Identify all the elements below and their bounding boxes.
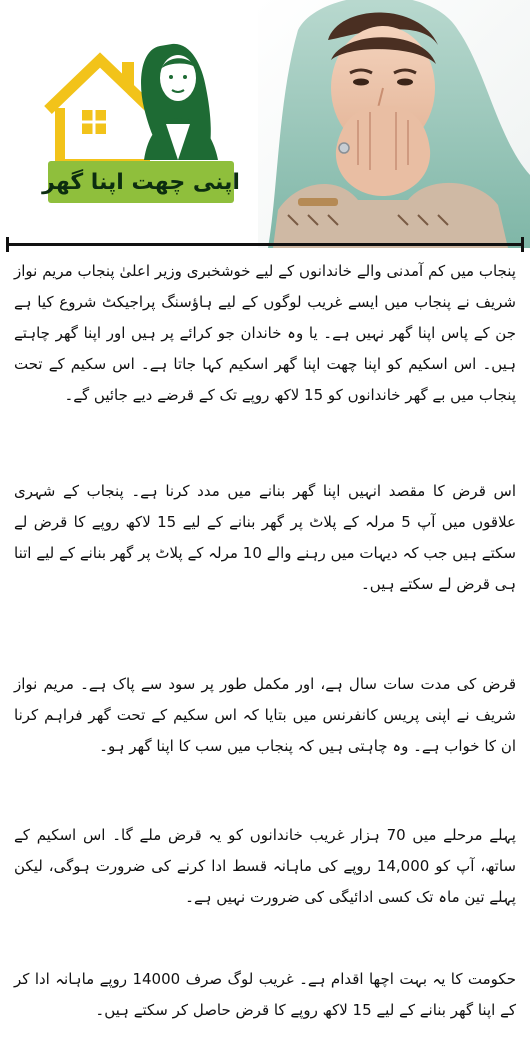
portrait-photo (258, 0, 530, 248)
paragraph-3: قرض کی مدت سات سال ہے، اور مکمل طور پر سود سے پاک ہے۔ مریم نواز شریف نے اپنی پریس کانفرنس میں بتایا کہ اس سکیم کے تحت گھر فراہم کرنا ان کا خواب ہے۔ وہ چاہتی ہیں کہ پنجاب میں سب کا اپنا گھر ہو۔ (14, 675, 516, 755)
house-logo-icon (40, 28, 245, 173)
divider-cap-left (6, 237, 9, 252)
paragraph-4: پہلے مرحلے میں 70 ہزار غریب خاندانوں کو یہ قرض ملے گا۔ اس اسکیم کے ساتھ، آپ کو 14,000 روپے کی ماہانہ قسط ادا کرنے کی ضرورت ہوگی، لیکن پہلے تین ماہ تک کسی ادائیگی کی ضرورت نہیں ہے۔ (14, 826, 516, 906)
divider-cap-right (521, 237, 524, 252)
paragraph-1: پنجاب میں کم آمدنی والے خاندانوں کے لیے خوشخبری وزیر اعلیٰ پنجاب مریم نواز شریف نے پنجاب میں ایسے غریب لوگوں کے لیے ہاؤسنگ پراجیکٹ شروع کیا ہے جن کے پاس اپنا گھر نہیں ہے۔ یا وہ خاندان جو کرائے پر ہیں اور اپنا گھر چاہتے ہیں۔ اس اسکیم کو اپنا چھت اپنا گھر اسکیم کہا جاتا ہے۔ اس سکیم کے تحت پنجاب میں بے گھر خاندانوں کو 15 لاکھ روپے تک کے قرضے دیے جائیں گے۔ (14, 262, 516, 404)
paragraph-2: اس قرض کا مقصد انہیں اپنا گھر بنانے میں مدد کرنا ہے۔ پنجاب کے شہری علاقوں میں آپ 5 مرلہ کے پلاٹ پر گھر بنانے کے لیے 15 لاکھ روپے کا قرض لے سکتے ہیں جب کہ دیہات میں رہنے والے 10 مرلہ کے پلاٹ پر گھر بنانے کے لیے اتنا ہی قرض لے سکتے ہیں۔ (14, 482, 516, 593)
divider-line (6, 243, 524, 246)
paragraph-5: حکومت کا یہ بہت اچھا اقدام ہے۔ غریب لوگ صرف 14000 روپے ماہانہ ادا کر کے اپنا گھر بنانے کے لیے 15 لاکھ روپے کا قرض حاصل کر سکتے ہیں۔ (14, 970, 516, 1019)
logo-banner (42, 161, 240, 203)
logo-title: اپنی چھت اپنا گھر (42, 169, 240, 195)
header-image (0, 0, 530, 248)
scheme-logo (40, 28, 245, 218)
